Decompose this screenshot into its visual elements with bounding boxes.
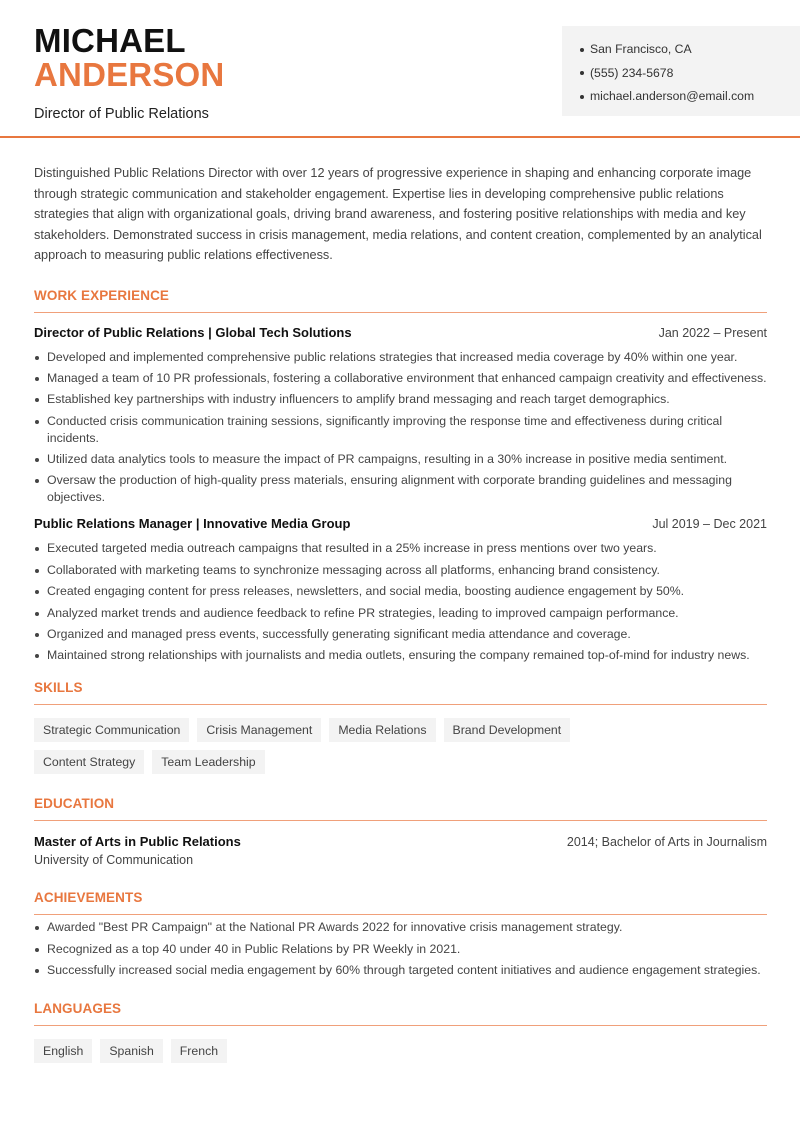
language-tag: English xyxy=(34,1039,92,1063)
summary: Distinguished Public Relations Director with over 12 years of progressive experience in shaping and enhancing corporate image through strategic communication and stakeholder engagement. Expertise lies in developing comprehensive public relations strategies that align with organizational goals, driving brand awareness, and fostering positive relationships with media and key stakeholders. Demonstrated success in crisis management, media relations, and content creation, complemented by an analytical approach to measuring public relations effectiveness. xyxy=(34,166,762,262)
work-experience-section xyxy=(34,288,767,665)
section-title: SKILLS xyxy=(34,680,767,705)
resume-body xyxy=(34,163,767,1063)
skill-tag: Brand Development xyxy=(444,718,571,742)
skills-section xyxy=(34,680,767,774)
skill-tag: Content Strategy xyxy=(34,750,144,774)
bullet-icon xyxy=(580,71,584,75)
list-item: Analyzed market trends and audience feedback to refine PR strategies, leading to improved campaign performance. xyxy=(34,605,767,622)
contact-box xyxy=(562,26,800,116)
list-item: Established key partnerships with industry influencers to amplify brand messaging and reach target demographics. xyxy=(34,391,767,408)
list-item: Conducted crisis communication training sessions, significantly improving the response time and effectiveness during critical incidents. xyxy=(34,413,767,447)
list-item: Maintained strong relationships with journalists and media outlets, ensuring the company remained top-of-mind for industry news. xyxy=(34,647,767,664)
list-item: Managed a team of 10 PR professionals, fostering a collaborative environment that enhanced campaign creativity and effectiveness. xyxy=(34,370,767,387)
contact-location-text: San Francisco, CA xyxy=(590,42,692,56)
job-header xyxy=(34,325,767,345)
job-entry xyxy=(34,516,767,664)
language-tag: French xyxy=(171,1039,227,1063)
section-title: WORK EXPERIENCE xyxy=(34,288,767,313)
languages-section xyxy=(34,1001,767,1063)
first-name: MICHAEL xyxy=(34,22,186,59)
bullet-icon xyxy=(580,48,584,52)
achievements-section xyxy=(34,890,767,979)
list-item: Oversaw the production of high-quality press materials, ensuring alignment with corporate branding guidelines and messaging objectives. xyxy=(34,472,767,506)
skill-tag: Crisis Management xyxy=(197,718,321,742)
language-tags xyxy=(34,1039,684,1063)
skill-tag: Media Relations xyxy=(329,718,435,742)
job-role: Director of Public Relations | Global Tech Solutions xyxy=(34,324,352,340)
list-item: Executed targeted media outreach campaigns that resulted in a 25% increase in press mentions over two years. xyxy=(34,540,767,557)
list-item: Created engaging content for press releases, newsletters, and social media, boosting audience engagement by 50%. xyxy=(34,583,767,600)
section-title: LANGUAGES xyxy=(34,1001,767,1026)
job-bullets xyxy=(34,349,767,507)
education-extra: 2014; Bachelor of Arts in Journalism xyxy=(566,835,767,850)
job-title: Director of Public Relations xyxy=(34,106,209,122)
section-title: ACHIEVEMENTS xyxy=(34,890,767,915)
skills-tags xyxy=(34,718,684,774)
last-name: ANDERSON xyxy=(34,56,225,93)
bullet-icon xyxy=(580,95,584,99)
language-tag: Spanish xyxy=(100,1039,162,1063)
list-item: Developed and implemented comprehensive public relations strategies that increased media coverage by 40% within one year. xyxy=(34,349,767,366)
job-header xyxy=(34,516,767,536)
skill-tag: Team Leadership xyxy=(152,750,264,774)
education-header xyxy=(34,834,767,849)
job-date: Jan 2022 – Present xyxy=(658,325,767,340)
job-bullets xyxy=(34,540,767,664)
education-section xyxy=(34,796,767,867)
section-title: EDUCATION xyxy=(34,796,767,821)
name-block xyxy=(34,24,224,122)
list-item: Organized and managed press events, successfully generating significant media attendance and coverage. xyxy=(34,626,767,643)
contact-email xyxy=(580,85,800,109)
contact-location xyxy=(580,38,800,62)
resume-header xyxy=(0,0,800,138)
education-school: University of Communication xyxy=(34,853,194,868)
job-entry xyxy=(34,325,767,507)
contact-email-text[interactable]: michael.anderson@email.com xyxy=(590,89,755,103)
achievements-list xyxy=(34,919,767,979)
contact-phone-text: (555) 234-5678 xyxy=(590,65,674,80)
contact-phone xyxy=(580,62,800,86)
job-role: Public Relations Manager | Innovative Media Group xyxy=(34,516,351,532)
list-item: Successfully increased social media engagement by 60% through targeted content initiatives and audience engagement strategies. xyxy=(34,962,767,979)
list-item: Utilized data analytics tools to measure the impact of PR campaigns, resulting in a 30% increase in positive media sentiment. xyxy=(34,451,767,468)
list-item: Awarded "Best PR Campaign" at the National PR Awards 2022 for innovative crisis management strategy. xyxy=(34,919,767,936)
skill-tag: Strategic Communication xyxy=(34,718,189,742)
list-item: Recognized as a top 40 under 40 in Public Relations by PR Weekly in 2021. xyxy=(34,941,767,958)
job-date: Jul 2019 – Dec 2021 xyxy=(652,517,767,532)
education-degree: Master of Arts in Public Relations xyxy=(34,834,241,850)
list-item: Collaborated with marketing teams to synchronize messaging across all platforms, enhancing brand consistency. xyxy=(34,562,767,579)
